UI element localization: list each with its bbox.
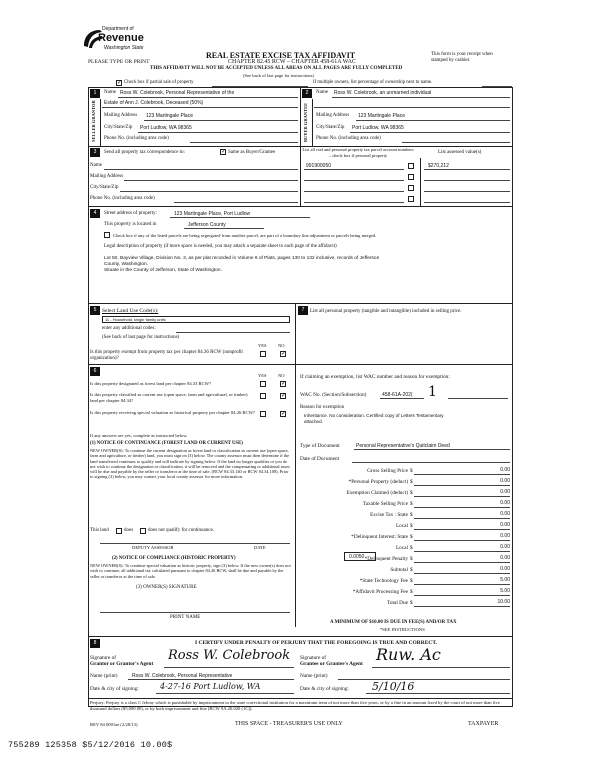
section-5-number: 5	[90, 306, 100, 315]
tax-row-value[interactable]: 0.00	[500, 489, 510, 495]
grantee-signature[interactable]: Ruw. Ac	[376, 645, 441, 664]
local-rate: 0.0050	[349, 554, 365, 560]
tax-row-dollar: $	[410, 468, 413, 474]
continuance-title: (1) NOTICE OF CONTINUANCE (FOREST LAND OR CURRENT USE)	[90, 441, 243, 446]
tax-row-label: Gross Selling Price	[367, 468, 408, 474]
dept-big: Revenue	[98, 32, 144, 44]
local-rate-box[interactable]	[344, 552, 376, 561]
seller-mailing[interactable]: 123 Martingale Place	[146, 113, 193, 119]
compliance-title: (2) NOTICE OF COMPLIANCE (HISTORIC PROPERTY)	[112, 556, 236, 561]
current-use-no-checkbox[interactable]: ✓	[281, 393, 287, 399]
buyer-phone-label: Phone No. (including area code)	[316, 136, 381, 141]
grantee-print-label: Name (print)	[300, 673, 328, 679]
tax-row-line	[414, 507, 510, 508]
dor-logo	[80, 24, 160, 58]
tax-row-value[interactable]: 0.00	[500, 500, 510, 506]
partial-sale-label: Check box if partial sale of property	[124, 80, 194, 85]
multiple-owners-note: If multiple owners, list percentage of ownership next to name.	[313, 80, 433, 85]
street-label: Street address of property:	[104, 211, 157, 216]
tax-row-label: Local	[395, 523, 408, 529]
s5-no-header: NO	[278, 343, 285, 348]
parcel-number[interactable]: 991900050	[306, 163, 332, 169]
property-street[interactable]: 123 Martingale Place, Port Ludlow	[174, 211, 251, 217]
section-8-number: 8	[90, 639, 100, 648]
tax-row-label: Subtotal	[390, 567, 408, 573]
does-not-qualify-checkbox[interactable]	[140, 528, 146, 534]
form-title: REAL ESTATE EXCISE TAX AFFIDAVIT	[206, 51, 356, 60]
section-4-number: 4	[90, 209, 100, 218]
perjury-notice: Perjury: Perjury is a class C felony which is punishable by imprisonment in the state correctional institution for a maximum term of not more than five years, or by a fine in an amount fixed by the court of not more than five thousand dollars ($5,000.00), or by both imprisonment and fine (RCW 9A.20.020 (1C)).	[90, 700, 500, 711]
grantor-date-label: Date & city of signing:	[90, 686, 139, 692]
forest-yes-checkbox[interactable]	[260, 381, 266, 387]
continuance-body: NEW OWNER(S): To continue the current designation as forest land or classification as current use (open space, farm and agriculture, or timber) land, you must sign on (3) below. The county assessor must then determine if the land transferred continues to qualify and will indicate by signing below. If the land no longer qualifies or you do not wish to continue the designation or classification, it will be removed and the compensating or additional taxes will be due and payable by the seller or transferor at the time of sale. (RCW 84.33.140 or RCW 84.34.108). Prior to signing (3) below, you may contact your local county assessor for more information.	[90, 448, 290, 480]
tax-row-value[interactable]: 0.00	[500, 566, 510, 572]
personal-property-label: List all personal property (tangible and intangible) included in selling price.	[310, 309, 462, 314]
segregation-label: Check box if any of the listed parcels are being segregated from another parcel, are part of a boundary line adjustment or parcels being merged.	[113, 233, 377, 238]
land-use-code: 11 - Household, single family units	[105, 317, 166, 322]
parcel-header: List all real and personal property tax parcel account numbers – check box if personal property	[302, 147, 414, 158]
tax-row-dollar: $	[410, 567, 413, 573]
historic-yes-checkbox[interactable]	[260, 411, 266, 417]
see-instructions: *SEE INSTRUCTIONS	[380, 627, 425, 632]
grantor-signature[interactable]: Ross W. Colebrook	[168, 648, 291, 663]
tax-row-dollar: $	[410, 501, 413, 507]
tax-row-line	[414, 518, 510, 519]
tax-row-value[interactable]: 0.00	[500, 511, 510, 517]
compliance-body: NEW OWNER(S): To continue special valuation as historic property, sign (3) below. If the new owner(s) does not wish to continue, all additional tax calculated pursuant to chapter 84.26 RCW, shall be due and payable by the seller or transferor at the time of sale.	[90, 563, 291, 579]
tax-row-line	[414, 573, 510, 574]
tax-row-line	[414, 595, 510, 596]
send-correspondence-label: Send all property tax correspondence to:	[104, 150, 185, 155]
seller-name-2[interactable]: Estate of Ann J. Colebrook, Deceased (50%)	[104, 100, 204, 106]
doc-type-label: Type of Document	[300, 443, 340, 449]
rev-number: REV 84 0001ae (2/28/13)	[90, 722, 138, 727]
print-name-label: PRINT NAME	[170, 615, 201, 620]
tax-row-label: *Delinquent Penalty	[364, 556, 408, 562]
tax-row-dollar: $	[410, 523, 413, 529]
does-qualify-checkbox[interactable]	[116, 528, 122, 534]
land-use-label: Select Land Use Code(s):	[102, 308, 159, 314]
tax-row-value[interactable]: 0.00	[500, 478, 510, 484]
s6-yes-header: YES	[258, 373, 267, 378]
tax-row-dollar: $	[410, 512, 413, 518]
tax-row-value[interactable]: 0.00	[500, 533, 510, 539]
tax-row-line	[414, 474, 510, 475]
please-type: PLEASE TYPE OR PRINT	[88, 59, 150, 65]
legal-label: Legal description of property (if more space is needed, you may attach a separate sheet to each page of the affidavit)	[104, 244, 337, 249]
tax-row-label: Total Due	[387, 600, 408, 606]
tax-row-value[interactable]: 0.00	[500, 522, 510, 528]
parcel-2-personal-checkbox[interactable]	[408, 174, 414, 180]
tax-row-value[interactable]: 10.00	[497, 599, 510, 605]
not-accepted-notice: THIS AFFIDAVIT WILL NOT BE ACCEPTED UNLESS ALL AREAS ON ALL PAGES ARE FULLY COMPLETED	[150, 66, 403, 71]
doc-type[interactable]: Personal Representative's Quitclaim Deed	[356, 443, 450, 449]
grantee-agent-label: Grantee or Grantee's Agent	[300, 661, 363, 667]
tax-row-label: Exemption Claimed (deduct)	[346, 490, 408, 496]
exempt-yes-checkbox[interactable]	[260, 351, 266, 357]
current-use-yes-checkbox[interactable]	[260, 393, 266, 399]
grantor-print-label: Name (print)	[90, 673, 118, 679]
tax-row-value[interactable]: 5.00	[500, 577, 510, 583]
tax-row-value[interactable]: 0.00	[500, 544, 510, 550]
parcel-3-personal-checkbox[interactable]	[408, 185, 414, 191]
s6-no-header: NO	[278, 373, 285, 378]
section-1-number: 1	[90, 89, 100, 98]
seller-mailing-label: Mailing Address	[104, 113, 138, 118]
section-7-number: 7	[298, 306, 308, 315]
seller-phone-label: Phone No. (including area code)	[104, 136, 169, 141]
current-use-question: Is this property classified as current use (open space, farm and agricultural, or timber) land per chapter 84.34?	[90, 392, 248, 403]
partial-sale-checkbox[interactable]: ✓	[117, 80, 123, 86]
assessed-header: List assessed value(s)	[438, 150, 482, 155]
buyer-city[interactable]: Port Ludlow, WA 98365	[352, 125, 404, 131]
land-use-see-back: (See back of last page for instructions)	[102, 335, 180, 340]
see-back-notice: (See back of last page for instructions)	[243, 73, 314, 78]
legal-description-3[interactable]: Situate in the County of Jefferson, State of Washington.	[104, 268, 222, 273]
taxpayer-label: TAXPAYER	[468, 721, 499, 727]
receipt-note: This form is your receipt when stamped by cashier.	[431, 52, 493, 63]
certify-statement: I CERTIFY UNDER PENALTY OF PERJURY THAT THE FOREGOING IS TRUE AND CORRECT.	[195, 640, 438, 646]
forest-question: Is this property designated as forest land per chapter 84.33 RCW?	[90, 381, 212, 386]
tax-row-value[interactable]: 0.00	[500, 555, 510, 561]
legal-description-1[interactable]: Lot 50, Bayview Village, Division No. 3, as per plat recorded in Volume 6 of Plats, pages 130 to 132 inclusive, records of Jefferson	[104, 256, 380, 261]
treasurer-use: THIS SPACE - TREASURER'S USE ONLY	[235, 721, 343, 727]
tax-row-label: Excise Tax : State	[370, 512, 408, 518]
seller-side-label: SELLER GRANTOR	[91, 100, 96, 142]
does-not-label: does not qualify for continuance.	[148, 528, 214, 533]
reason-label: Reason for exemption	[300, 405, 345, 410]
seller-city[interactable]: Port Ludlow, WA 98365	[140, 125, 192, 131]
parcel-1-personal-checkbox[interactable]	[408, 163, 414, 169]
tax-row-dollar: $	[410, 479, 413, 485]
tax-phone-label: Phone No. (including area code)	[90, 196, 155, 201]
section-6-number: 6	[90, 367, 100, 376]
wac-subsection[interactable]: 1	[428, 384, 437, 400]
tax-row-line	[414, 606, 510, 607]
tax-row-dollar: $	[410, 556, 413, 562]
tax-row-label: Taxable Selling Price	[362, 501, 408, 507]
tax-row-line	[414, 485, 510, 486]
tax-row-label: *Affidavit Processing Fee	[352, 589, 408, 595]
exemption-reason-1[interactable]: Inheritance. No consideration. Certified copy of Letters Testamentary	[304, 413, 444, 418]
grantor-agent-label: Grantor or Grantor's Agent	[90, 661, 154, 667]
located-label: This property is located in	[104, 222, 157, 227]
buyer-mailing[interactable]: 123 Martingale Place	[358, 113, 405, 119]
exemption-label: If claiming an exemption, list WAC number and reason for exemption:	[300, 374, 450, 380]
seller-name-label: Name	[104, 90, 116, 95]
deputy-assessor-label: DEPUTY ASSESSOR	[132, 545, 174, 550]
tax-row-label: Local	[395, 545, 408, 551]
owner-signature-label: (3) OWNER(S) SIGNATURE	[136, 585, 197, 590]
additional-codes-label: enter any additional codes:	[102, 326, 156, 331]
tax-row-dollar: $	[410, 578, 413, 584]
buyer-mailing-label: Mailing Address	[316, 113, 350, 118]
grantee-date-label: Date & city of signing:	[300, 686, 349, 692]
form-subtitle: CHAPTER 82.45 RCW – CHAPTER 458-61A WAC	[228, 59, 356, 65]
tax-row-line	[414, 529, 510, 530]
buyer-name-label: Name	[316, 90, 328, 95]
exempt-question: Is this property exempt from property tax per chapter 84.36 RCW (nonprofit organization)?	[90, 350, 243, 361]
tax-row-dollar: $	[410, 600, 413, 606]
grantee-sig-label: Signature of	[300, 655, 327, 661]
seller-city-label: City/State/Zip	[104, 125, 133, 130]
seller-name[interactable]: Ross W. Colebrook, Personal Representative of the	[120, 90, 235, 96]
tax-row-dollar: $	[410, 490, 413, 496]
tax-row-value[interactable]: 0.00	[500, 467, 510, 473]
does-label: does	[124, 528, 134, 533]
tax-row-value[interactable]: 5.00	[500, 588, 510, 594]
grantee-date-city[interactable]: 5/10/16	[372, 680, 415, 693]
grantor-sig-label: Signature of	[90, 655, 117, 661]
minimum-notice: A MINIMUM OF $10.00 IS DUE IN FEE(S) AND/OR TAX	[330, 620, 457, 625]
tax-row-label: *State Technology Fee	[359, 578, 408, 584]
segregation-checkbox[interactable]	[104, 232, 110, 238]
dept-state: Washington State	[104, 45, 144, 51]
land-use-select[interactable]	[102, 316, 290, 323]
exempt-no-checkbox[interactable]: ✓	[281, 351, 287, 357]
historic-question: Is this property receiving special valuation as historical property per chapter 84.26 RCW?	[90, 410, 255, 415]
exemption-reason-2[interactable]: attached.	[304, 419, 323, 424]
forest-no-checkbox[interactable]: ✓	[281, 381, 287, 387]
buyer-name[interactable]: Ross W. Colebrook, an unmarried individual	[334, 90, 432, 96]
tax-row-line	[414, 540, 510, 541]
treasurer-stamp: 755289 125358 $5/12/2016 10.00$	[8, 740, 173, 750]
tax-row-line	[414, 496, 510, 497]
tax-row-dollar: $	[410, 589, 413, 595]
legal-description-2[interactable]: County, Washington.	[104, 262, 148, 267]
grantor-print-name[interactable]: Ross W. Colebrook, Personal Representative	[132, 673, 233, 679]
wac-number[interactable]: 458-61A-202(	[382, 392, 413, 398]
tax-row-line	[414, 562, 510, 563]
wac-label: WAC No. (Section/Subsection)	[300, 392, 367, 398]
tax-row-line	[414, 551, 510, 552]
grantor-date-city[interactable]: 4-27-16 Port Ludlow, WA	[160, 682, 261, 691]
section-2-number: 2	[302, 89, 312, 98]
tax-row-dollar: $	[410, 534, 413, 540]
tax-row-dollar: $	[410, 545, 413, 551]
assessed-value[interactable]: $270,212	[428, 163, 449, 169]
if-yes-instruction: If any answers are yes, complete as instructed below.	[90, 433, 188, 438]
doc-date-label: Date of Document	[300, 456, 340, 462]
tax-name-label: Name	[90, 163, 102, 168]
buyer-city-label: City/State/Zip	[316, 125, 345, 130]
section-3-number: 3	[90, 148, 100, 157]
tax-mailing-label: Mailing Address	[90, 174, 124, 179]
assessor-date-label: DATE	[254, 545, 266, 550]
s5-yes-header: YES	[258, 343, 267, 348]
parcel-4-personal-checkbox[interactable]	[408, 196, 414, 202]
this-land-label: This land	[90, 528, 109, 533]
tax-table	[300, 468, 512, 613]
tax-row-label: *Personal Property (deduct)	[348, 479, 408, 485]
buyer-side-label: BUYER GRANTEE	[303, 102, 308, 142]
tax-row-line	[414, 584, 510, 585]
property-county[interactable]: Jefferson County	[188, 222, 226, 228]
same-as-buyer-checkbox[interactable]: ✓	[221, 149, 227, 155]
dept-small: Department of	[102, 26, 134, 32]
tax-city-label: City/State/Zip	[90, 185, 119, 190]
tax-row-label: *Delinquent Interest: State	[351, 534, 408, 540]
same-as-buyer-label: Same as Buyer/Grantee	[228, 150, 276, 155]
historic-no-checkbox[interactable]: ✓	[281, 411, 287, 417]
